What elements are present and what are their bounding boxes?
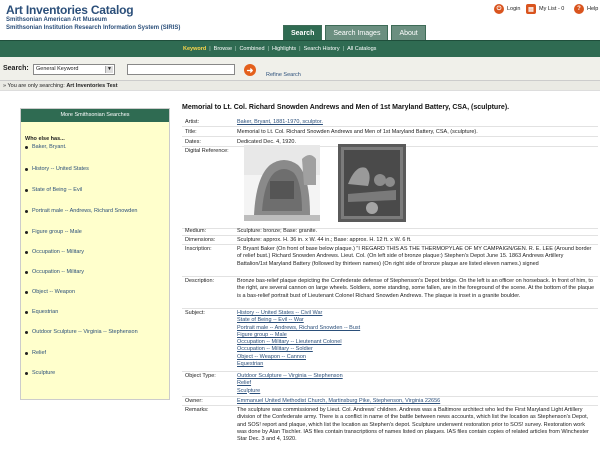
nav-separator: |: [209, 46, 211, 52]
help-link[interactable]: [574, 4, 598, 14]
who-else-label: Who else has...: [25, 136, 65, 142]
inscription-label: Inscription:: [185, 246, 212, 252]
subject-link[interactable]: State of Being -- Evil -- War: [237, 317, 304, 324]
sidebar-item-label: Object -- Weapon: [32, 289, 76, 295]
inscription-value: P. Bryant Baker (On front of base below plaque.) "I REGARD THIS AS THE THERMOPYLAE OF MY CAMPAIGN/GEN. R. E. LEE (Around border of relief bust.) Richard Snowden Andrews. Lieut. Col. (On left side of bronze plaque:) Stephen's Depot June 15. 1863 Andrews Artillery Battalion/1st Maryland Battery (followed by thirteen names) (On right side of bronze plaque are listed eleven names.) signed: [237, 246, 592, 267]
title-value: Memorial to Lt. Col. Richard Snowden Andrews and Men of 1st Maryland Battery, CSA, (sculpture).: [237, 129, 478, 135]
nav-separator: |: [342, 46, 345, 52]
description-label: Description:: [185, 278, 215, 284]
system-name[interactable]: Smithsonian Institution Research Information System (SIRIS): [6, 25, 181, 31]
description-value: Bronze bas-relief plaque depicting the Confederate defense of Stephenson's Depot bridge. On the left is an officer on horseback. In front of him, to the right, are several cannon on large wheels. Soldiers, some standing, some fallen, are in the foreground of the scene. At the bottom of the plaque is a bas-relief portrait bust of Lieutenant Colonel Richard Snowden Andrews. The plaque is inset in a granite boulder.: [237, 278, 595, 299]
title-label: Title:: [185, 129, 197, 135]
header: [0, 0, 600, 40]
nav-separator: |: [267, 46, 269, 52]
sidebar-item[interactable]: [25, 370, 55, 376]
sidebar-item[interactable]: [25, 249, 84, 255]
search-scope-label: » You are only searching:: [3, 83, 65, 89]
main-tabs: [283, 25, 429, 40]
dimensions-label: Dimensions:: [185, 237, 216, 243]
list-icon: ▤: [526, 4, 536, 14]
bullet-icon: [25, 146, 28, 149]
bullet-icon: [25, 291, 28, 294]
subject-list: [237, 310, 595, 368]
nav-separator: |: [299, 46, 301, 52]
medium-label: Medium:: [185, 228, 207, 234]
search-field-value: General Keyword: [36, 66, 79, 72]
divider: [182, 396, 598, 397]
nav-all-catalogs[interactable]: All Catalogs: [347, 46, 377, 52]
sidebar-item-label: Sculpture: [32, 370, 56, 376]
divider: [182, 371, 598, 372]
object-type-list: [237, 373, 595, 395]
chevron-down-icon: ▼: [105, 66, 113, 73]
remarks-value: The sculpture was commissioned by Lieut. Col. Andrews' children. Andrews was a Baltimore architect who led the First Maryland Light Artillery division of the Confederate army. There is a conflict in name of the battle between news accounts, which list the location as Stephenson's Depot, and SOS! report and plaque, which list the location as Stephen's depot. Sculpture underwent restoration prior to SOS! survey. Restoration work was done by Alan Tischler. IAS files contain transcriptions of names listed on plaques. IAS files contain copies of related articles from Winchester Star Dec. 3 and 4, 1920.: [237, 407, 589, 443]
sidebar-item-label: Equestrian: [32, 309, 59, 315]
sidebar-item-label: History -- United States: [32, 166, 89, 172]
nav-keyword[interactable]: Keyword: [183, 46, 207, 52]
login-icon: ⏻: [494, 4, 504, 14]
divider: [182, 244, 598, 245]
sidebar-item[interactable]: [25, 187, 82, 193]
app-title[interactable]: Art Inventories Catalog: [6, 3, 134, 17]
sidebar-heading: More Smithsonian Searches: [21, 109, 169, 122]
sidebar: [20, 108, 170, 400]
bullet-icon: [25, 271, 28, 274]
search-scope-value: Art Inventories Test: [66, 83, 118, 89]
nav-highlights[interactable]: Highlights: [271, 46, 297, 52]
bullet-icon: [25, 231, 28, 234]
divider: [182, 126, 598, 127]
sidebar-item[interactable]: [25, 166, 89, 172]
search-input[interactable]: [127, 64, 235, 75]
tab-search[interactable]: Search: [283, 25, 322, 40]
refine-search-link[interactable]: Refine Search: [266, 72, 301, 78]
bullet-icon: [25, 210, 28, 213]
arrow-right-icon: ➜: [246, 65, 254, 75]
sidebar-item-label: Baker, Bryant.: [32, 144, 67, 150]
subject-link[interactable]: Equestrian: [237, 361, 264, 368]
sidebar-item-label: Occupation -- Military: [32, 269, 84, 275]
object-type-link[interactable]: Outdoor Sculpture -- Virginia -- Stephenson: [237, 373, 343, 379]
sidebar-item[interactable]: [25, 350, 46, 356]
mylist-link[interactable]: [526, 4, 564, 14]
tab-about[interactable]: About: [391, 25, 425, 40]
search-scope: [0, 81, 600, 91]
object-type-link[interactable]: Relief: [237, 380, 252, 387]
bullet-icon: [25, 352, 28, 355]
login-link[interactable]: [494, 4, 520, 14]
help-label: Help: [587, 6, 599, 12]
search-label: Search:: [3, 65, 29, 72]
sidebar-item-label: Outdoor Sculpture -- Virginia -- Stephenson: [32, 329, 138, 335]
divider: [182, 276, 598, 277]
digital-reference-label: Digital Reference:: [185, 148, 229, 154]
relief-plaque-thumbnail[interactable]: [338, 144, 406, 222]
nav-separator: |: [235, 46, 237, 52]
subject-link[interactable]: Occupation -- Military -- Lieutenant Colonel: [237, 339, 342, 346]
go-button[interactable]: [244, 64, 256, 76]
medium-value: Sculpture: bronze; Base: granite.: [237, 228, 318, 234]
bullet-icon: [25, 372, 28, 375]
dimensions-value: Sculpture: approx. H. 36 in. x W. 44 in.; Base: approx. H. 12 ft. x W. 6 ft.: [237, 237, 412, 243]
bullet-icon: [25, 251, 28, 254]
nav-search-history[interactable]: Search History: [303, 46, 340, 52]
bullet-icon: [25, 168, 28, 171]
subject-link[interactable]: Object -- Weapon -- Cannon: [237, 353, 306, 360]
remarks-label: Remarks:: [185, 407, 209, 413]
subject-link[interactable]: Occupation -- Military -- Soldier: [237, 346, 313, 353]
divider: [182, 136, 598, 137]
search-field-select[interactable]: [33, 64, 115, 75]
sidebar-item[interactable]: [25, 229, 82, 235]
sidebar-item[interactable]: [25, 144, 67, 150]
sub-nav: [0, 40, 600, 57]
artist-label: Artist:: [185, 119, 200, 125]
nav-browse[interactable]: Browse: [213, 46, 233, 52]
bullet-icon: [25, 189, 28, 192]
divider: [182, 308, 598, 309]
artist-link[interactable]: Baker, Bryant, 1881-1970, sculptor.: [237, 119, 323, 125]
subject-label: Subject:: [185, 310, 205, 316]
sidebar-item-label: Relief: [32, 350, 47, 356]
bullet-icon: [25, 311, 28, 314]
dates-value: Dedicated Dec. 4, 1920.: [237, 139, 297, 145]
sidebar-item[interactable]: [25, 309, 58, 315]
sidebar-item-label: State of Being -- Evil: [32, 187, 83, 193]
sidebar-item-label: Occupation -- Military: [32, 249, 84, 255]
sidebar-item[interactable]: [25, 208, 137, 214]
subject-link[interactable]: Portrait male -- Andrews, Richard Snowden -- Bust: [237, 324, 361, 331]
sidebar-item[interactable]: [25, 269, 84, 275]
subject-link[interactable]: History -- United States -- Civil War: [237, 310, 323, 316]
login-label: Login: [507, 6, 521, 12]
help-icon: ?: [574, 4, 584, 14]
divider: [182, 405, 598, 406]
owner-link[interactable]: Emmanuel United Methodist Church, Martinsburg Pike, Stephenson, Virginia 22656: [237, 398, 441, 404]
sidebar-item-label: Figure group -- Male: [32, 229, 82, 235]
mylist-label: My List - 0: [539, 6, 565, 12]
bullet-icon: [25, 331, 28, 334]
owner-label: Owner:: [185, 398, 203, 404]
object-type-label: Object Type:: [185, 373, 216, 379]
record-title: Memorial to Lt. Col. Richard Snowden Andrews and Men of 1st Maryland Battery, CSA, (sculpture).: [182, 104, 510, 111]
sidebar-item-label: Portrait male -- Andrews, Richard Snowden: [32, 208, 138, 214]
nav-combined[interactable]: Combined: [239, 46, 265, 52]
subject-link[interactable]: Figure group -- Male: [237, 331, 287, 338]
monument-photo-thumbnail[interactable]: [244, 145, 320, 221]
tab-search-images[interactable]: Search Images: [325, 25, 388, 40]
object-type-link[interactable]: Sculpture: [237, 387, 261, 394]
sidebar-item[interactable]: [25, 289, 75, 295]
museum-name[interactable]: Smithsonian American Art Museum: [6, 17, 107, 23]
dates-label: Dates:: [185, 139, 201, 145]
divider: [182, 235, 598, 236]
sidebar-item[interactable]: [25, 329, 138, 335]
